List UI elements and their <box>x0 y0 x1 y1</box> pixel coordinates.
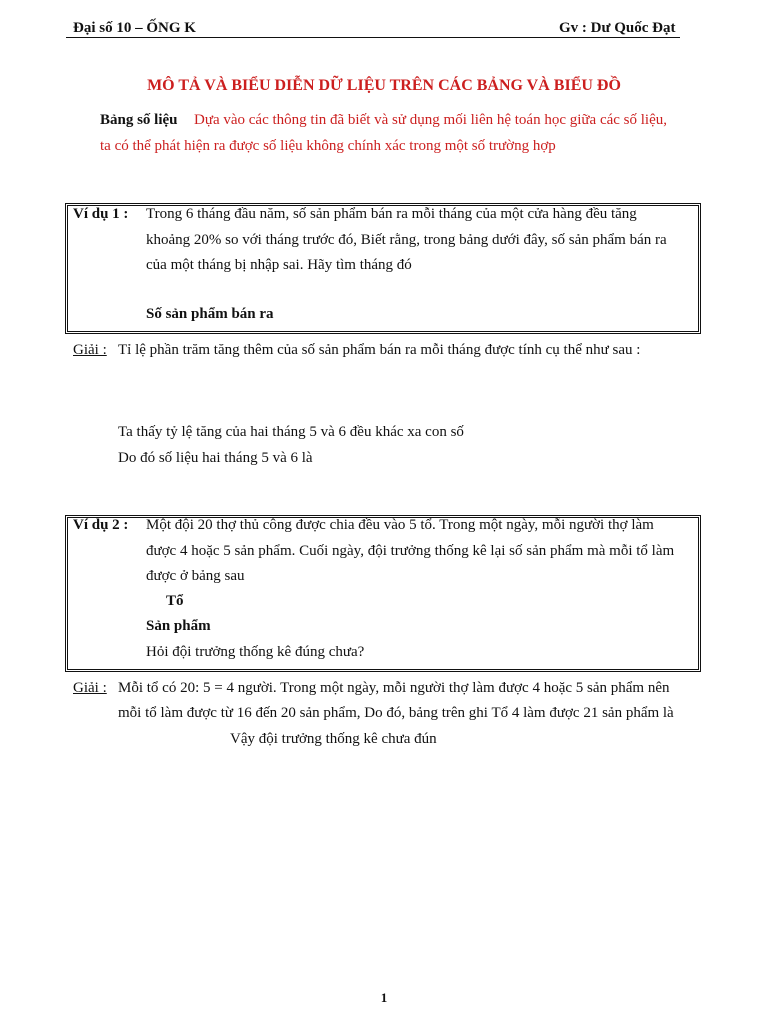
example-2-row-label-san-pham: Sản phẩm <box>146 618 211 634</box>
solution-2-label: Giải : <box>73 680 107 696</box>
example-2-row-label-to: Tổ <box>166 593 184 609</box>
intro-line-1: Dựa vào các thông tin đã biết và sử dụng mối liên hệ toán học giữa các số liệu, <box>194 112 668 128</box>
example-2-line-1: Một đội 20 thợ thủ công được chia đều vào 5 tổ. Trong một ngày, mỗi người thợ làm <box>146 517 654 533</box>
example-1-label: Ví dụ 1 : <box>73 206 129 222</box>
header-rule <box>66 37 680 38</box>
example-2-line-2: được 4 hoặc 5 sản phẩm. Cuối ngày, đội trưởng thống kê lại số sản phẩm mà mỗi tổ làm <box>146 543 675 559</box>
solution-2-line-3: Vậy đội trưởng thống kê chưa đún <box>230 731 437 747</box>
page-number: 1 <box>380 990 388 1005</box>
example-2-line-3: được ở bảng sau <box>146 568 245 584</box>
example-2-question: Hỏi đội trưởng thống kê đúng chưa? <box>146 644 365 660</box>
solution-1-line-2: Ta thấy tỷ lệ tăng của hai tháng 5 và 6 đều khác xa con số <box>118 424 464 440</box>
solution-2-line-1: Mỗi tổ có 20: 5 = 4 người. Trong một ngày, mỗi người thợ làm được 4 hoặc 5 sản phẩm nên <box>118 680 670 696</box>
solution-1-line-1: Tỉ lệ phần trăm tăng thêm của số sản phẩm bán ra mỗi tháng được tính cụ thể như sau : <box>118 342 641 358</box>
example-1-line-2: khoảng 20% so với tháng trước đó, Biết rằng, trong bảng dưới đây, số sản phẩm bán ra <box>146 232 667 248</box>
intro-line-2: ta có thể phát hiện ra được số liệu không chính xác trong một số trường hợp <box>100 138 556 154</box>
example-1-line-3: của một tháng bị nhập sai. Hãy tìm tháng đó <box>146 257 412 273</box>
intro-label: Bảng số liệu <box>100 112 178 128</box>
example-2-label: Ví dụ 2 : <box>73 517 129 533</box>
solution-1-line-3: Do đó số liệu hai tháng 5 và 6 là <box>118 450 313 466</box>
solution-2-line-2: mỗi tổ làm được từ 16 đến 20 sản phẩm, Do đó, bảng trên ghi Tổ 4 làm được 21 sản phẩm là <box>118 705 674 721</box>
page-title: MÔ TẢ VÀ BIỂU DIỄN DỮ LIỆU TRÊN CÁC BẢNG VÀ BIỂU ĐỒ <box>147 77 621 94</box>
example-1-table-label: Số sản phẩm bán ra <box>146 306 274 322</box>
example-1-line-1: Trong 6 tháng đầu năm, số sản phẩm bán ra mỗi tháng của một cửa hàng đều tăng <box>146 206 637 222</box>
solution-1-label: Giải : <box>73 342 107 358</box>
header-right: Gv : Dư Quốc Đạt <box>559 20 676 36</box>
header-left: Đại số 10 – ỐNG K <box>73 20 196 36</box>
